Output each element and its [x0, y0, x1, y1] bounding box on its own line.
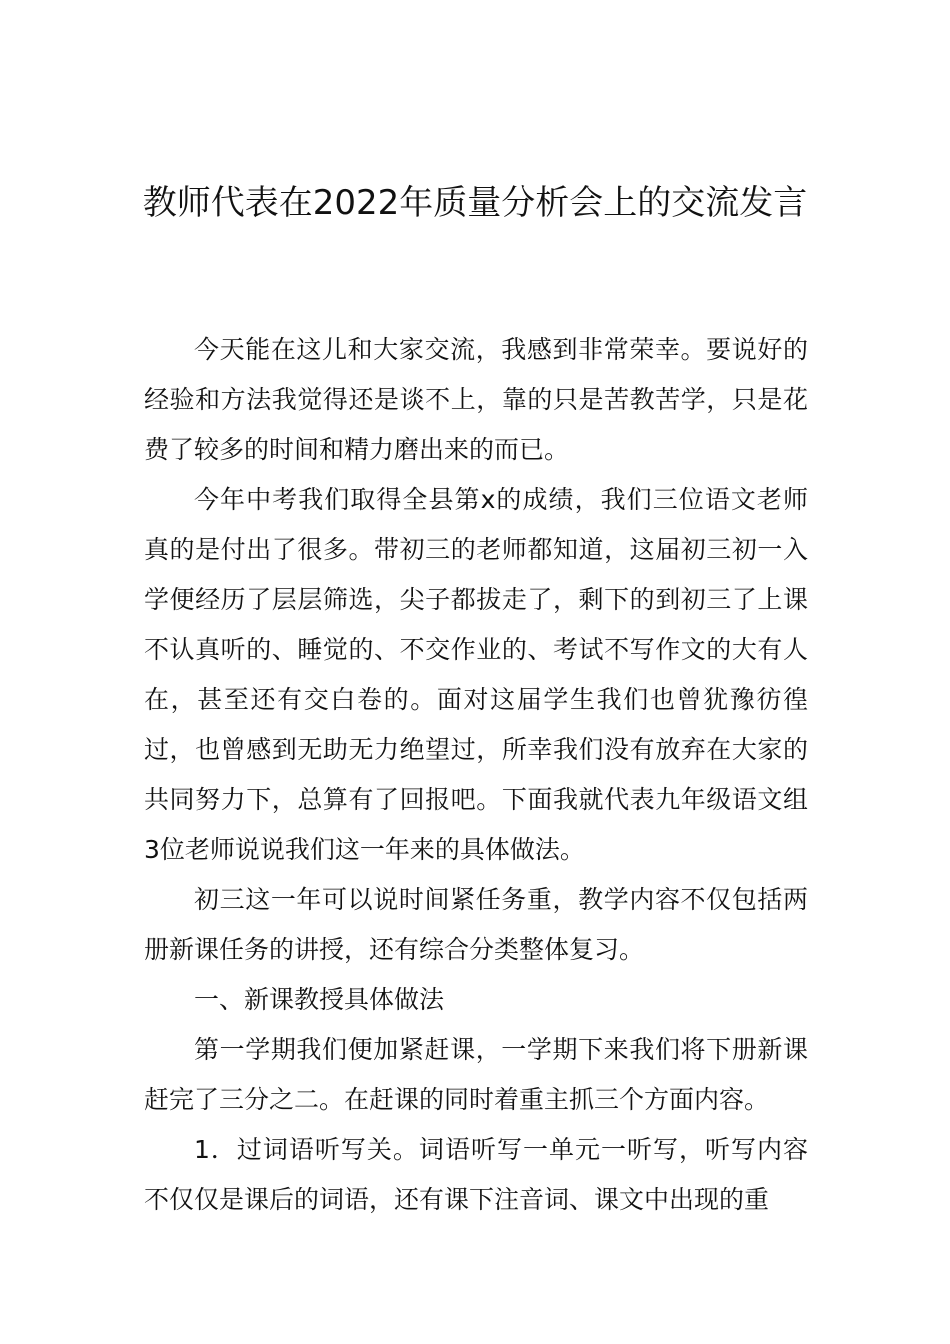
document-body [144, 325, 808, 1225]
paragraph-first-semester: 第一学期我们便加紧赶课，一学期下来我们将下册新课赶完了三分之二。在赶课的同时着重主抓三个方面内容。 [144, 1035, 808, 1114]
paragraph-results: 今年中考我们取得全县第x的成绩，我们三位语文老师真的是付出了很多。带初三的老师都知道，这届初三初一入学便经历了层层筛选，尖子都拔走了，剩下的到初三了上课不认真听的、睡觉的、不交作业的、考试不写作文的大有人在，甚至还有交白卷的。面对这届学生我们也曾犹豫彷徨过，也曾感到无助无力绝望过，所幸我们没有放弃在大家的共同努力下，总算有了回报吧。下面我就代表九年级语文组3位老师说说我们这一年来的具体做法。 [144, 485, 808, 864]
paragraph-dictation: 1．过词语听写关。词语听写一单元一听写，听写内容不仅仅是课后的词语，还有课下注音词、课文中出现的重 [144, 1135, 808, 1214]
paragraph-intro: 今天能在这儿和大家交流，我感到非常荣幸。要说好的经验和方法我觉得还是谈不上，靠的只是苦教苦学，只是花费了较多的时间和精力磨出来的而已。 [144, 335, 808, 464]
section-heading-new-lessons: 一、新课教授具体做法 [194, 985, 445, 1014]
document-title: 教师代表在2022年质量分析会上的交流发言 [142, 183, 808, 223]
paragraph-workload: 初三这一年可以说时间紧任务重，教学内容不仅包括两册新课任务的讲授，还有综合分类整体复习。 [144, 885, 808, 964]
